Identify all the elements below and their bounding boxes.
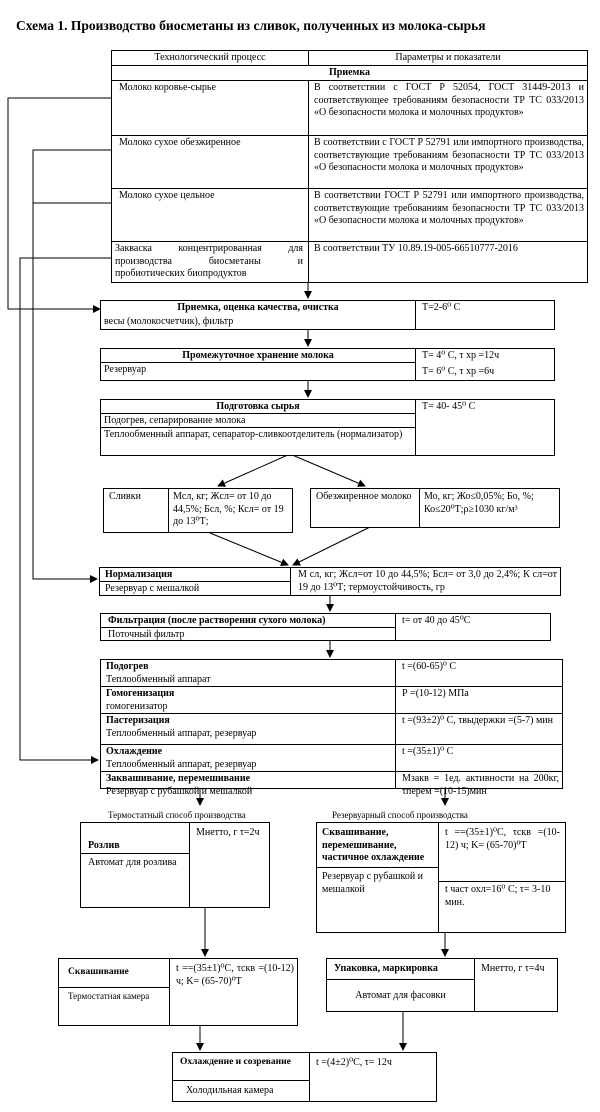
reception-table: [111, 50, 588, 283]
product-name: Обезжиренное молоко: [316, 491, 412, 502]
step-equipment: весы (молокосчетчик), фильтр: [104, 316, 234, 327]
row-param: В соответствии ГОСТ Р 52791 или импортного производства, соответствующие требованиям безопасности ТР ТС 033/2013 «О безопасности молока и молочных продуктов»: [314, 190, 584, 226]
header-params: Параметры и показатели: [395, 52, 501, 63]
step-storage: [100, 348, 555, 381]
step-substep: Подогрев, сепарирование молока: [104, 415, 246, 426]
step-param: t= от 40 до 45⁰С: [402, 615, 471, 626]
arrow-starter: [20, 258, 111, 760]
process-param-continued: [398, 773, 561, 797]
process-title: Заквашивание, перемешивание: [106, 773, 251, 784]
step-equipment: Автомат для розлива: [88, 857, 177, 868]
step-thermostat-fermentation: [58, 958, 298, 1026]
step-title: Упаковка, маркировка: [334, 963, 438, 974]
step-equipment: Резервуар с мешалкой: [105, 583, 200, 594]
step-param: t част охл=16⁰ С; τ= 3-10 мин.: [445, 884, 551, 908]
step-prep: [100, 399, 555, 456]
step-filtration: [100, 613, 551, 641]
step-equipment: Теплообменный аппарат, сепаратор-сливкоотделитель (нормализатор): [104, 429, 403, 440]
step-packaging: [326, 958, 558, 1012]
product-param: Мо, кг; Жо≤0,05%; Бо, %; Ко≤20⁰Т;ρ≥1030 кг/м³: [424, 491, 534, 515]
step-equipment: Резервуар: [104, 364, 147, 375]
process-title: Подогрев: [106, 661, 149, 672]
section-priemka: Приемка: [329, 67, 370, 78]
process-equipment: Теплообменный аппарат: [106, 674, 211, 685]
step-normalization: [99, 567, 561, 596]
process-param: Мзакв = 1ед. активности на 200кг, τперем =(10-15)мин: [402, 773, 559, 797]
step-param: t ==(35±1)⁰С, τскв =(10-12) ч; K= (65-70)⁰Т: [445, 827, 560, 851]
step-equipment: Автомат для фасовки: [355, 990, 446, 1001]
process-title: Пастеризация: [106, 715, 170, 726]
arrow-prep-cream: [218, 454, 290, 486]
arrow-prep-skim: [290, 454, 365, 486]
step-rozliv: [80, 822, 270, 908]
step-title: Промежуточное хранение молока: [182, 350, 334, 361]
row-name: Закваска концентрированная для производства биосметаны и пробиотических биопродуктов: [115, 243, 303, 279]
row-param: В соответствии с ГОСТ Р 52054, ГОСТ 31449-2013 и соответствующее требованиям безопасности ТР ТС 033/2013 «О безопасности молока и молочных продуктов»: [314, 82, 584, 118]
step-title: Сквашивание, перемешивание, частичное охлаждение: [322, 827, 425, 863]
step-param: М сл, кг; Жсл=от 10 до 44,5%; Бсл= от 3,0 до 2,4%; К сл=от 19 до 13⁰Т; термоустойчивость, гр: [298, 569, 557, 593]
branch-label-left: Термостатный способ производства: [108, 810, 246, 820]
process-equipment: Теплообменный аппарат, резервуар: [106, 759, 257, 770]
row-name: Молоко сухое цельное: [119, 190, 215, 201]
process-title: Охлаждение: [106, 746, 163, 757]
process-param: t =(35±1)⁰ С: [402, 746, 454, 757]
page-title: Схема 1. Производство биосметаны из сливок, полученных из молока-сырья: [16, 18, 486, 33]
step-title: Фильтрация (после растворения сухого молока): [108, 615, 326, 626]
process-equipment: гомогенизатор: [106, 701, 168, 712]
product-param: Мсл, кг; Жсл= от 10 до 44,5%; Бсл, %; Ксл= от 19 до 13⁰Т;: [173, 491, 284, 527]
step-equipment: Термостатная камера: [68, 991, 150, 1001]
product-skim: [310, 488, 560, 528]
process-equipment: Теплообменный аппарат, резервуар: [106, 728, 257, 739]
process-title: Гомогенизация: [106, 688, 175, 699]
step-param: Т= 6⁰ С, τ хр =6ч: [422, 366, 495, 377]
step-title: Нормализация: [105, 569, 173, 580]
step-equipment: Резервуар с рубашкой и мешалкой: [322, 871, 424, 895]
process-param: t =(60-65)⁰ С: [402, 661, 457, 672]
process-block: [100, 659, 563, 797]
row-param: В соответствии ТУ 10.89.19-005-66510777-2016: [314, 243, 518, 254]
step-cooling-maturation: [172, 1052, 437, 1102]
step-param: Мнетто, г τ=2ч: [196, 827, 260, 838]
arrow-cream-norm: [210, 533, 288, 565]
step-title: Розлив: [88, 840, 120, 851]
step-tank-fermentation: [316, 822, 566, 933]
header-process: Технологический процесс: [154, 52, 266, 63]
process-param: Р =(10-12) МПа: [402, 688, 469, 699]
step-param: t ==(35±1)⁰С, τскв =(10-12) ч; K= (65-70)⁰Т: [176, 963, 294, 987]
row-param: В соответствии с ГОСТ Р 52791 или импортного производства, соответствующие требованиям безопасности ТР ТС 033/2013 «О безопасности молока и молочных продуктов»: [314, 137, 584, 173]
step-title: Сквашивание: [68, 967, 129, 977]
process-param: t =(93±2)⁰ С, τвыдержки =(5-7) мин: [402, 715, 554, 726]
step-param: Т=2-6⁰ С: [422, 302, 461, 313]
step-param: t =(4±2)⁰С, τ= 12ч: [316, 1057, 392, 1068]
step-param: Т= 40- 45⁰ С: [422, 401, 476, 412]
arrow-skim-norm: [293, 527, 370, 565]
step-param: Т= 4⁰ С, τ хр =12ч: [422, 350, 500, 361]
branch-label-right: Резервуарный способ производства: [332, 810, 468, 820]
process-equipment: Резервуар с рубашкой и мешалкой: [106, 786, 253, 797]
step-priemka: [100, 300, 555, 330]
row-name: Молоко коровье-сырье: [119, 82, 216, 93]
step-title: Приемка, оценка качества, очистка: [177, 302, 339, 313]
step-param: Мнетто, г τ=4ч: [481, 963, 545, 974]
step-title: Охлаждение и созревание: [180, 1057, 291, 1067]
step-equipment: Поточный фильтр: [108, 629, 185, 640]
product-name: Сливки: [109, 491, 141, 502]
product-cream: [103, 488, 293, 533]
step-equipment: Холодильная камера: [186, 1085, 274, 1096]
step-title: Подготовка сырья: [216, 401, 300, 412]
row-name: Молоко сухое обезжиренное: [119, 137, 241, 148]
